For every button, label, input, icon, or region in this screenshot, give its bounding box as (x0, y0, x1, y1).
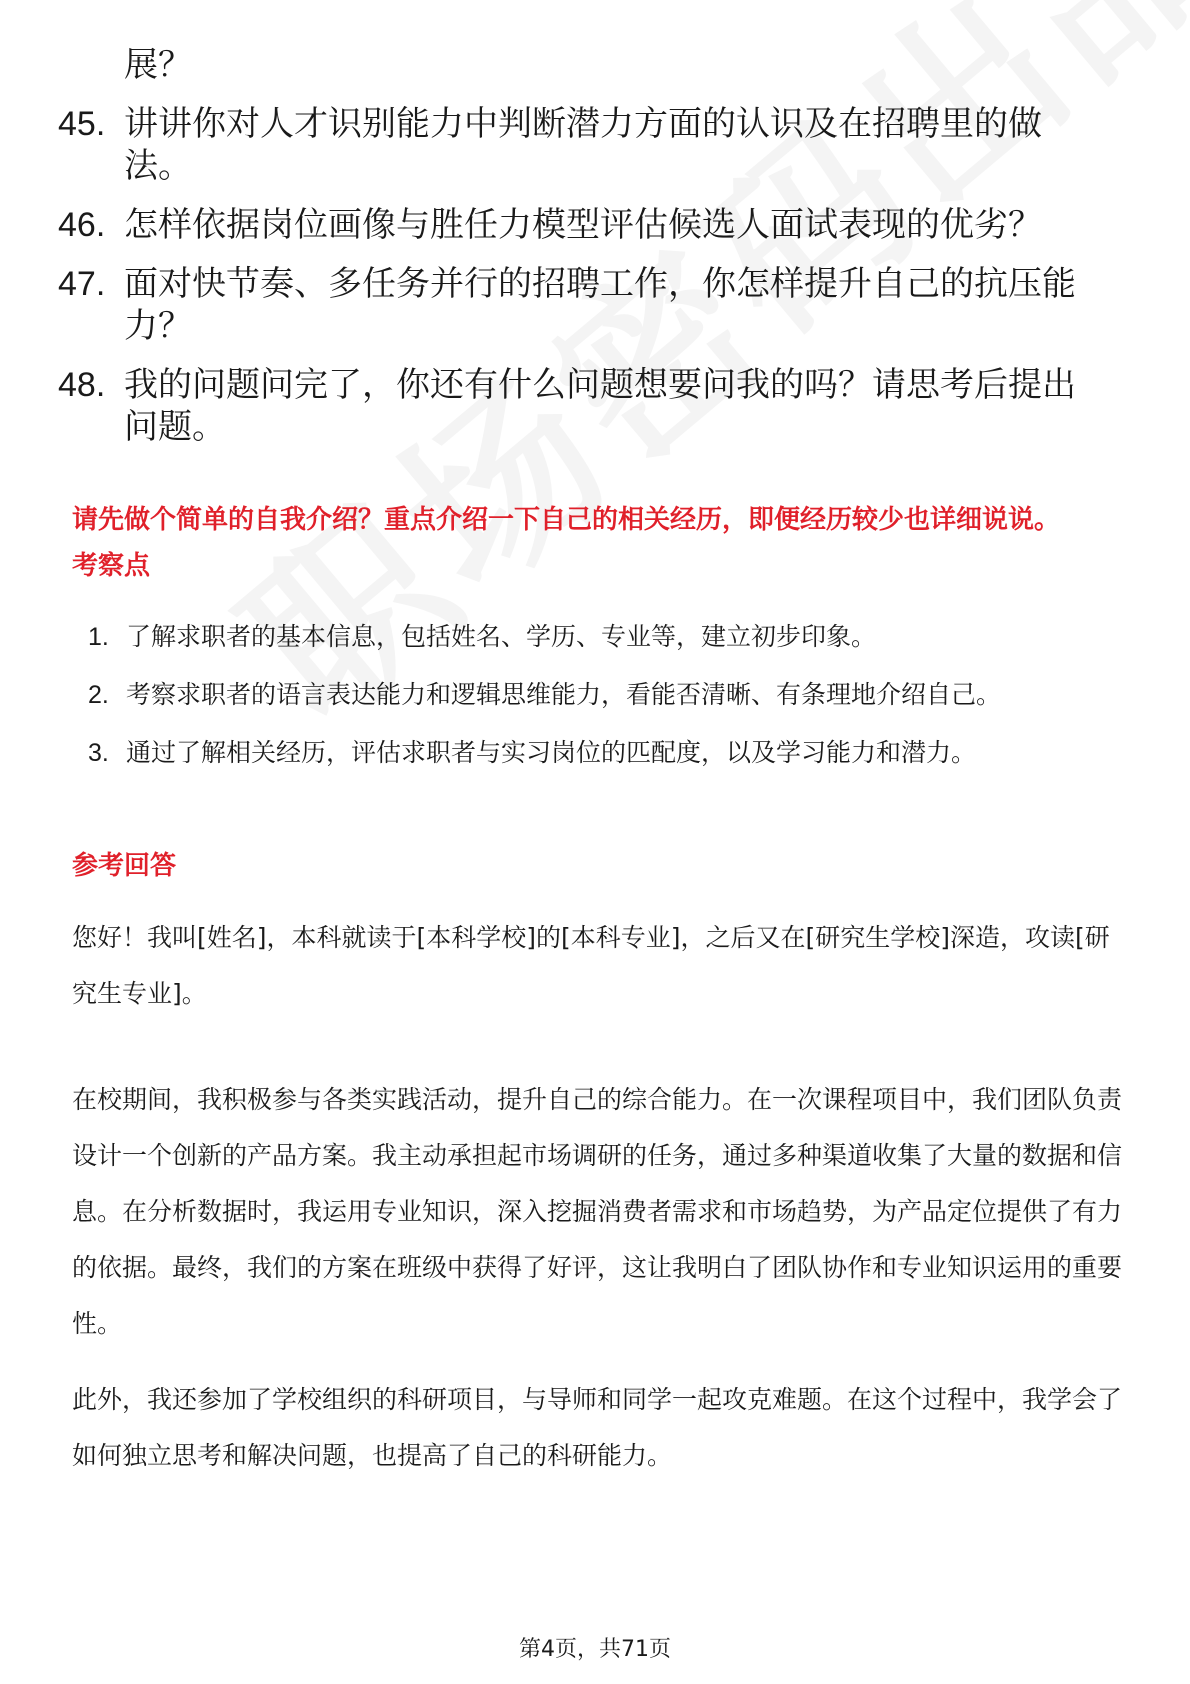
question-list (58, 44, 1118, 465)
focus-point-item (88, 724, 1108, 782)
focus-point-text: 通过了解相关经历，评估求职者与实习岗位的匹配度，以及学习能力和潜力。 (126, 738, 977, 767)
question-number: 45. (58, 105, 106, 143)
answer-paragraph: 此外，我还参加了学校组织的科研项目，与导师和同学一起攻克难题。在这个过程中，我学会了如何独立思考和解决问题，也提高了自己的科研能力。 (72, 1385, 1123, 1470)
focus-point-text: 考察求职者的语言表达能力和逻辑思维能力，看能否清晰、有条理地介绍自己。 (126, 680, 1002, 709)
focus-point-number: 1. (88, 623, 109, 651)
focus-point-text: 了解求职者的基本信息，包括姓名、学历、专业等，建立初步印象。 (126, 622, 877, 651)
question-item (58, 103, 1118, 187)
question-text: 怎样依据岗位画像与胜任力模型评估候选人面试表现的优劣？ (124, 205, 1042, 245)
question-number: 48. (58, 366, 106, 404)
answer-paragraph: 您好！我叫[姓名]，本科就读于[本科学校]的[本科专业]，之后又在[研究生学校]深造，攻读[研究生专业]。 (72, 923, 1110, 1008)
focus-point-number: 2. (88, 681, 109, 709)
question-item (58, 204, 1118, 246)
focus-point-item (88, 666, 1108, 724)
question-text: 我的问题问完了，你还有什么问题想要问我的吗？请思考后提出问题。 (124, 365, 1076, 447)
focus-point-list (88, 608, 1108, 782)
focus-point-number: 3. (88, 739, 109, 767)
question-text: 讲讲你对人才识别能力中判断潜力方面的认识及在招聘里的做法。 (124, 104, 1042, 186)
question-item (58, 263, 1118, 347)
question-text: 展？ (124, 45, 192, 85)
page-footer: 第4页，共71页 (519, 1637, 671, 1662)
answer-heading: 参考回答 (72, 851, 177, 881)
focus-heading: 考察点 (72, 551, 151, 581)
question-number: 46. (58, 206, 106, 244)
question-number (58, 44, 124, 86)
question-number: 47. (58, 265, 106, 303)
focus-point-item (88, 608, 1108, 666)
answer-paragraph: 在校期间，我积极参与各类实践活动，提升自己的综合能力。在一次课程项目中，我们团队负责设计一个创新的产品方案。我主动承担起市场调研的任务，通过多种渠道收集了大量的数据和信息。在分析数据时，我运用专业知识，深入挖掘消费者需求和市场趋势，为产品定位提供了有力的依据。最终，我们的方案在班级中获得了好评，这让我明白了团队协作和专业知识运用的重要性。 (72, 1085, 1123, 1338)
question-text: 面对快节奏、多任务并行的招聘工作，你怎样提升自己的抗压能力？ (124, 264, 1076, 346)
question-item (58, 364, 1118, 448)
question-item (58, 44, 1118, 86)
question-title: 请先做个简单的自我介绍？重点介绍一下自己的相关经历，即便经历较少也详细说说。 (72, 505, 1061, 535)
